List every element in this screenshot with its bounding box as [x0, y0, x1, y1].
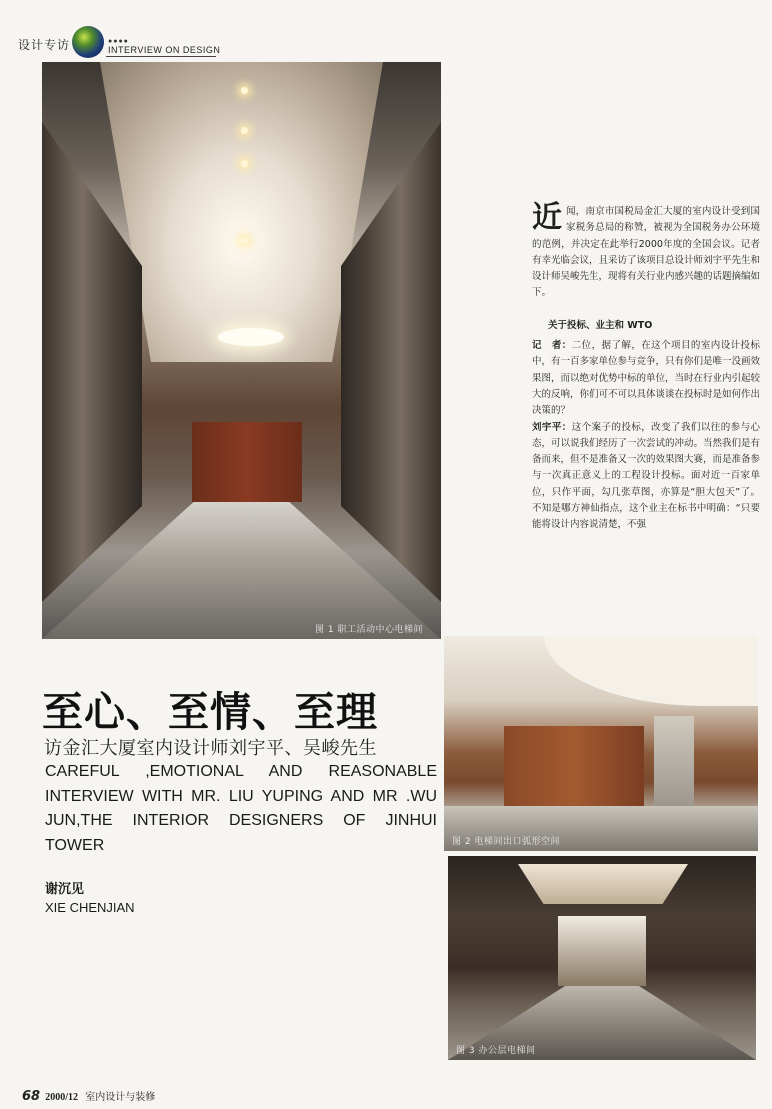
question-paragraph — [532, 338, 760, 419]
photo-ceiling — [518, 864, 688, 904]
page-number: 68 — [22, 1089, 41, 1104]
magazine-name: 室内设计与装修 — [85, 1092, 156, 1103]
photo-arc-ceiling — [544, 636, 758, 706]
article-title-en: CAREFUL ,EMOTIONAL AND REASONABLE INTERVIEW WITH MR. LIU YUPING AND MR .WU JUN,THE INTERIOR DESIGNERS OF JINHUI TOWER — [45, 763, 437, 854]
answer-text: 这个案子的投标，改变了我们以往的参与心态，可以说我们经历了一次尝试的冲动。当然我们是有备而来，但不是准备又一次的效果图大赛，而是准备参与一次真正意义上的工程设计投标。面对近一百家单位，只作平面，勾几张草图，亦算是“胆大包天”了。不知是哪方神仙指点，这个业主在标书中明确：“只要能将设计内容说清楚，不强 — [532, 421, 761, 531]
article-body — [532, 200, 761, 534]
intro-text: 闻，南京市国税局金汇大厦的室内设计受到国家税务总局的称赞，被视为全国税务办公环境的范例，并决定在此举行2000年度的全国会议。记者有幸光临会议，且采访了该项目总设计师刘宇平先生和设计师吴峻先生，现将有关行业内感兴趣的话题摘编如下。 — [532, 206, 761, 299]
photo-office-elevator-hall — [448, 856, 756, 1060]
issue-date: 2000/12 — [45, 1092, 79, 1103]
photo-back-wall — [192, 422, 302, 502]
ceiling-lamp — [241, 87, 248, 94]
author-name-cn: 谢沉见 — [45, 882, 85, 897]
speaker-label: 记 者： — [532, 340, 572, 352]
question-text: 二位，据了解，在这个项目的室内设计投标中，有一百多家单位参与竞争，只有你们是唯一没画效果图，而以绝对优势中标的单位，当时在行业内引起较大的反响，你们可不可以具体谈谈在投标时是如何作出决策的？ — [532, 340, 761, 417]
header-dots: ●●●● — [108, 38, 129, 45]
photo-wood-wall — [504, 726, 644, 806]
photo-caption: 图 2 电梯间出口弧形空间 — [452, 837, 560, 847]
answer-paragraph — [532, 420, 760, 534]
header-rule — [106, 56, 216, 57]
author-name-en: XIE CHENJIAN — [45, 900, 135, 915]
photo-ceiling — [100, 62, 383, 362]
page-footer — [22, 1088, 155, 1104]
ceiling-lamp — [241, 160, 248, 167]
photo-caption: 图 1 职工活动中心电梯间 — [315, 625, 423, 635]
section-heading: 关于投标、业主和 WTO — [548, 319, 653, 331]
ceiling-lamp — [241, 237, 248, 244]
article-subtitle: 访金汇大厦室内设计师刘宇平、吴峻先生 — [44, 738, 377, 759]
photo-back-wall — [558, 916, 646, 986]
drop-cap: 近 — [532, 200, 562, 235]
ceiling-light-disc — [218, 328, 284, 346]
photo-elevator-hall-activity-center — [42, 62, 441, 639]
photo-caption: 图 3 办公层电梯间 — [456, 1046, 536, 1056]
photo-arched-exit-space — [444, 636, 758, 851]
globe-logo-icon — [72, 26, 104, 58]
intro-paragraph — [532, 200, 761, 302]
section-label-en: INTERVIEW ON DESIGN — [108, 45, 221, 55]
section-label-cn: 设计专访 — [18, 38, 71, 52]
ceiling-lamp — [241, 127, 248, 134]
article-title: 至心、至情、至理 — [42, 688, 378, 736]
photo-doorway — [654, 716, 694, 811]
speaker-label: 刘宇平： — [532, 421, 572, 433]
